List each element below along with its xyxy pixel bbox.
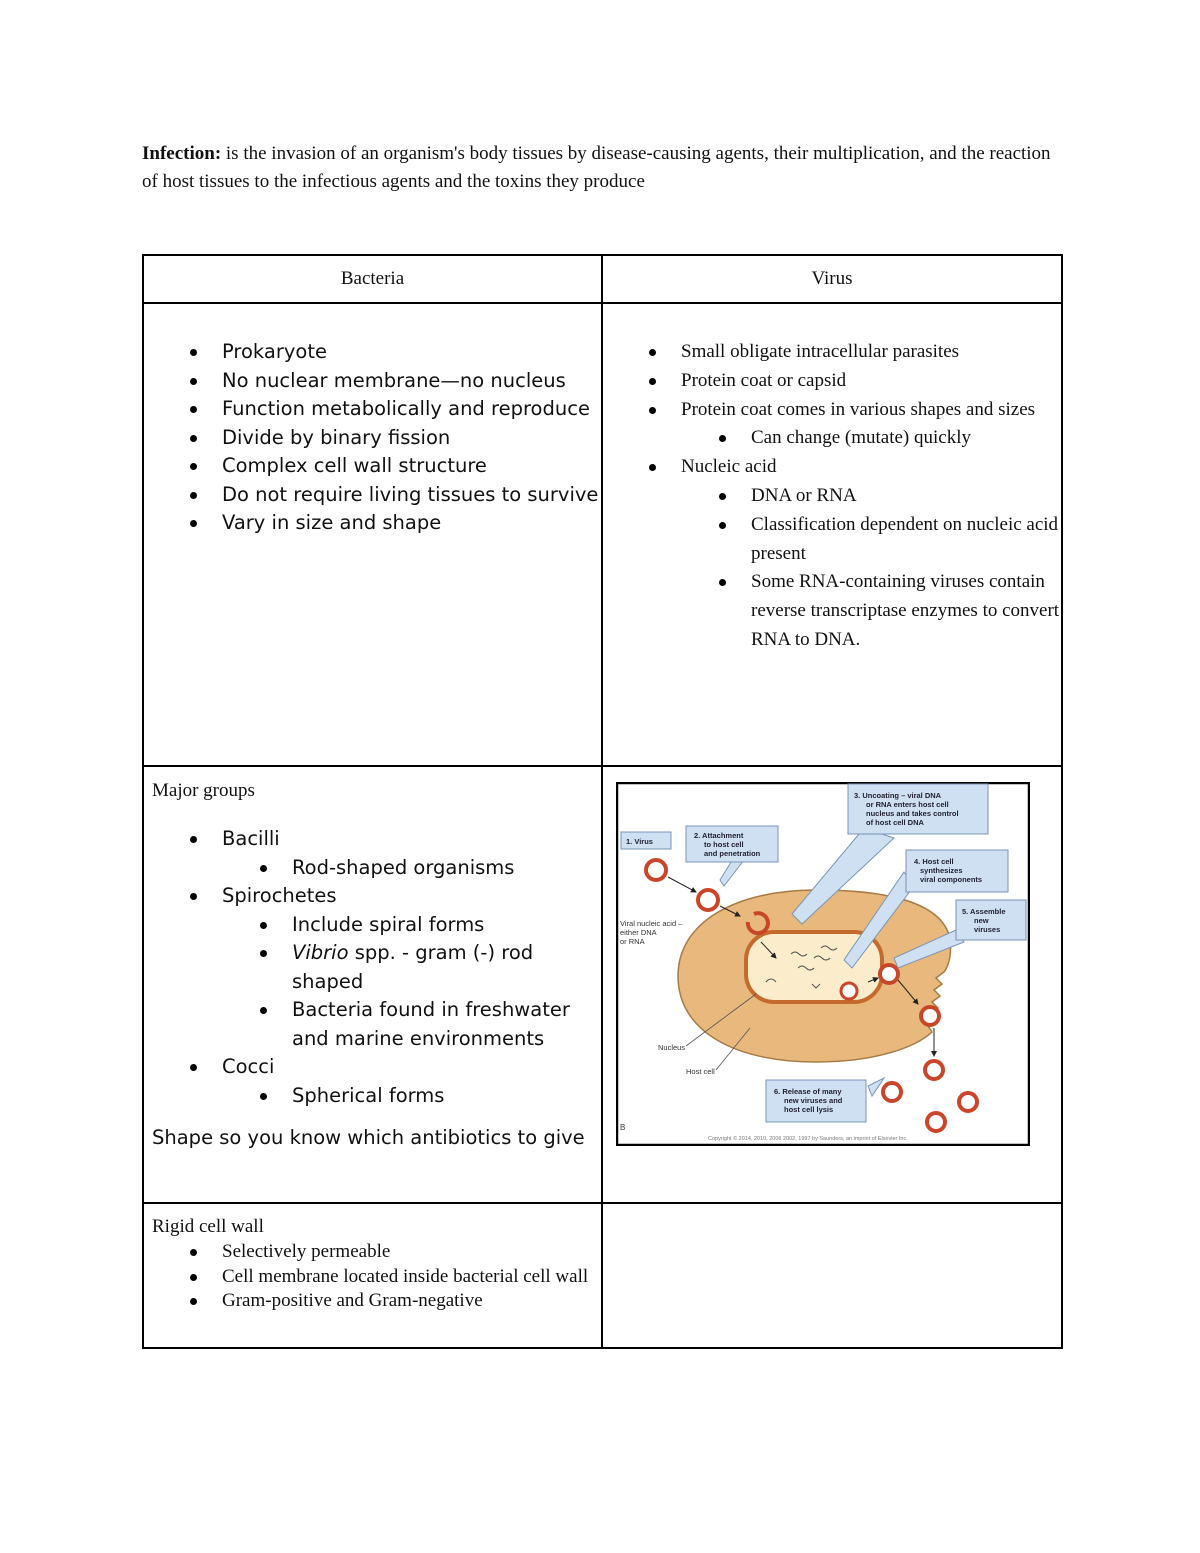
list-item: Bacilli bbox=[144, 825, 601, 854]
label-step3a: 3. Uncoating – viral DNA bbox=[854, 791, 942, 800]
label-step3b: or RNA enters host cell bbox=[866, 800, 949, 809]
list-item: Protein coat comes in various shapes and sizes bbox=[603, 396, 1061, 425]
list-item: Bacteria found in freshwater and marine environments bbox=[144, 996, 601, 1053]
label-step6a: 6. Release of many bbox=[774, 1087, 842, 1096]
list-item: Vary in size and shape bbox=[144, 509, 601, 538]
empty-cell bbox=[602, 1203, 1062, 1348]
comparison-table bbox=[142, 254, 1063, 1349]
label-step2c: and penetration bbox=[704, 849, 761, 858]
label-host-cell: Host cell bbox=[686, 1067, 715, 1076]
list-item: Cell membrane located inside bacterial cell wall bbox=[144, 1265, 601, 1290]
label-step6b: new viruses and bbox=[784, 1096, 843, 1105]
list-item: Divide by binary fission bbox=[144, 424, 601, 453]
label-step5c: viruses bbox=[974, 925, 1001, 934]
definition-text: is the invasion of an organism's body tissues by disease-causing agents, their multiplication, and the reaction of host tissues to the infectious agents and the toxins they produce bbox=[142, 143, 1051, 192]
list-item: Can change (mutate) quickly bbox=[603, 424, 1061, 453]
label-viral-nucleic-acid-c: or RNA bbox=[620, 937, 645, 946]
label-step5a: 5. Assemble bbox=[962, 907, 1006, 916]
cell-wall-cell bbox=[143, 1203, 602, 1348]
header-bacteria: Bacteria bbox=[143, 255, 602, 303]
header-virus: Virus bbox=[602, 255, 1062, 303]
list-item: Complex cell wall structure bbox=[144, 452, 601, 481]
list-item: Protein coat or capsid bbox=[603, 367, 1061, 396]
list-item: Nucleic acid bbox=[603, 453, 1061, 482]
label-step2b: to host cell bbox=[704, 840, 744, 849]
infection-definition bbox=[142, 140, 1062, 196]
list-item: Selectively permeable bbox=[144, 1240, 601, 1265]
major-groups-title: Major groups bbox=[152, 780, 255, 801]
label-nucleus: Nucleus bbox=[658, 1043, 686, 1052]
label-step1: 1. Virus bbox=[626, 837, 653, 846]
label-step4c: viral components bbox=[920, 875, 983, 884]
genus-description: spp. - gram (-) rod shaped bbox=[292, 941, 534, 993]
label-step3d: of host cell DNA bbox=[866, 818, 924, 827]
label-panel: B bbox=[620, 1123, 626, 1132]
list-item: No nuclear membrane—no nucleus bbox=[144, 367, 601, 396]
major-groups-cell bbox=[143, 766, 602, 1203]
list-item: Spirochetes bbox=[144, 882, 601, 911]
list-item: Prokaryote bbox=[144, 338, 601, 367]
list-item: Some RNA-containing viruses contain reverse transcriptase enzymes to convert RNA to DNA. bbox=[603, 568, 1061, 654]
label-step5b: new bbox=[974, 916, 989, 925]
list-item: Classification dependent on nucleic acid present bbox=[603, 511, 1061, 569]
shape-note: Shape so you know which antibiotics to give bbox=[152, 1126, 585, 1149]
genus-name: Vibrio bbox=[292, 941, 349, 964]
major-groups-list bbox=[144, 825, 601, 1110]
virus-traits-cell bbox=[602, 303, 1062, 766]
label-step4a: 4. Host cell bbox=[914, 857, 954, 866]
list-item: Spherical forms bbox=[144, 1082, 601, 1111]
virus-traits-list bbox=[603, 338, 1061, 655]
label-copyright: Copyright © 2014, 2010, 2006 2002, 1997 by Saunders, an imprint of Elsevier Inc. bbox=[708, 1136, 908, 1142]
list-item: Include spiral forms bbox=[144, 911, 601, 940]
list-item: Do not require living tissues to survive bbox=[144, 481, 601, 510]
bacteria-traits-cell bbox=[143, 303, 602, 766]
list-item: DNA or RNA bbox=[603, 482, 1061, 511]
label-viral-nucleic-acid-b: either DNA bbox=[620, 928, 657, 937]
list-item: Cocci bbox=[144, 1053, 601, 1082]
rigid-cell-wall-title: Rigid cell wall bbox=[152, 1216, 264, 1237]
list-item: Small obligate intracellular parasites bbox=[603, 338, 1061, 367]
bacteria-traits-list bbox=[144, 338, 601, 538]
list-item: Rod-shaped organisms bbox=[144, 854, 601, 883]
label-step6c: host cell lysis bbox=[784, 1105, 834, 1114]
label-viral-nucleic-acid-a: Viral nucleic acid – bbox=[620, 919, 683, 928]
list-item: Function metabolically and reproduce bbox=[144, 395, 601, 424]
figure-cell bbox=[602, 766, 1062, 1203]
label-step3c: nucleus and takes control bbox=[866, 809, 959, 818]
list-item bbox=[144, 939, 601, 996]
label-step2a: 2. Attachment bbox=[694, 831, 744, 840]
list-item: Gram-positive and Gram-negative bbox=[144, 1289, 601, 1314]
viral-replication-figure bbox=[616, 782, 1030, 1146]
term-label: Infection: bbox=[142, 143, 222, 164]
label-step4b: synthesizes bbox=[920, 866, 963, 875]
cell-wall-list bbox=[144, 1240, 601, 1314]
